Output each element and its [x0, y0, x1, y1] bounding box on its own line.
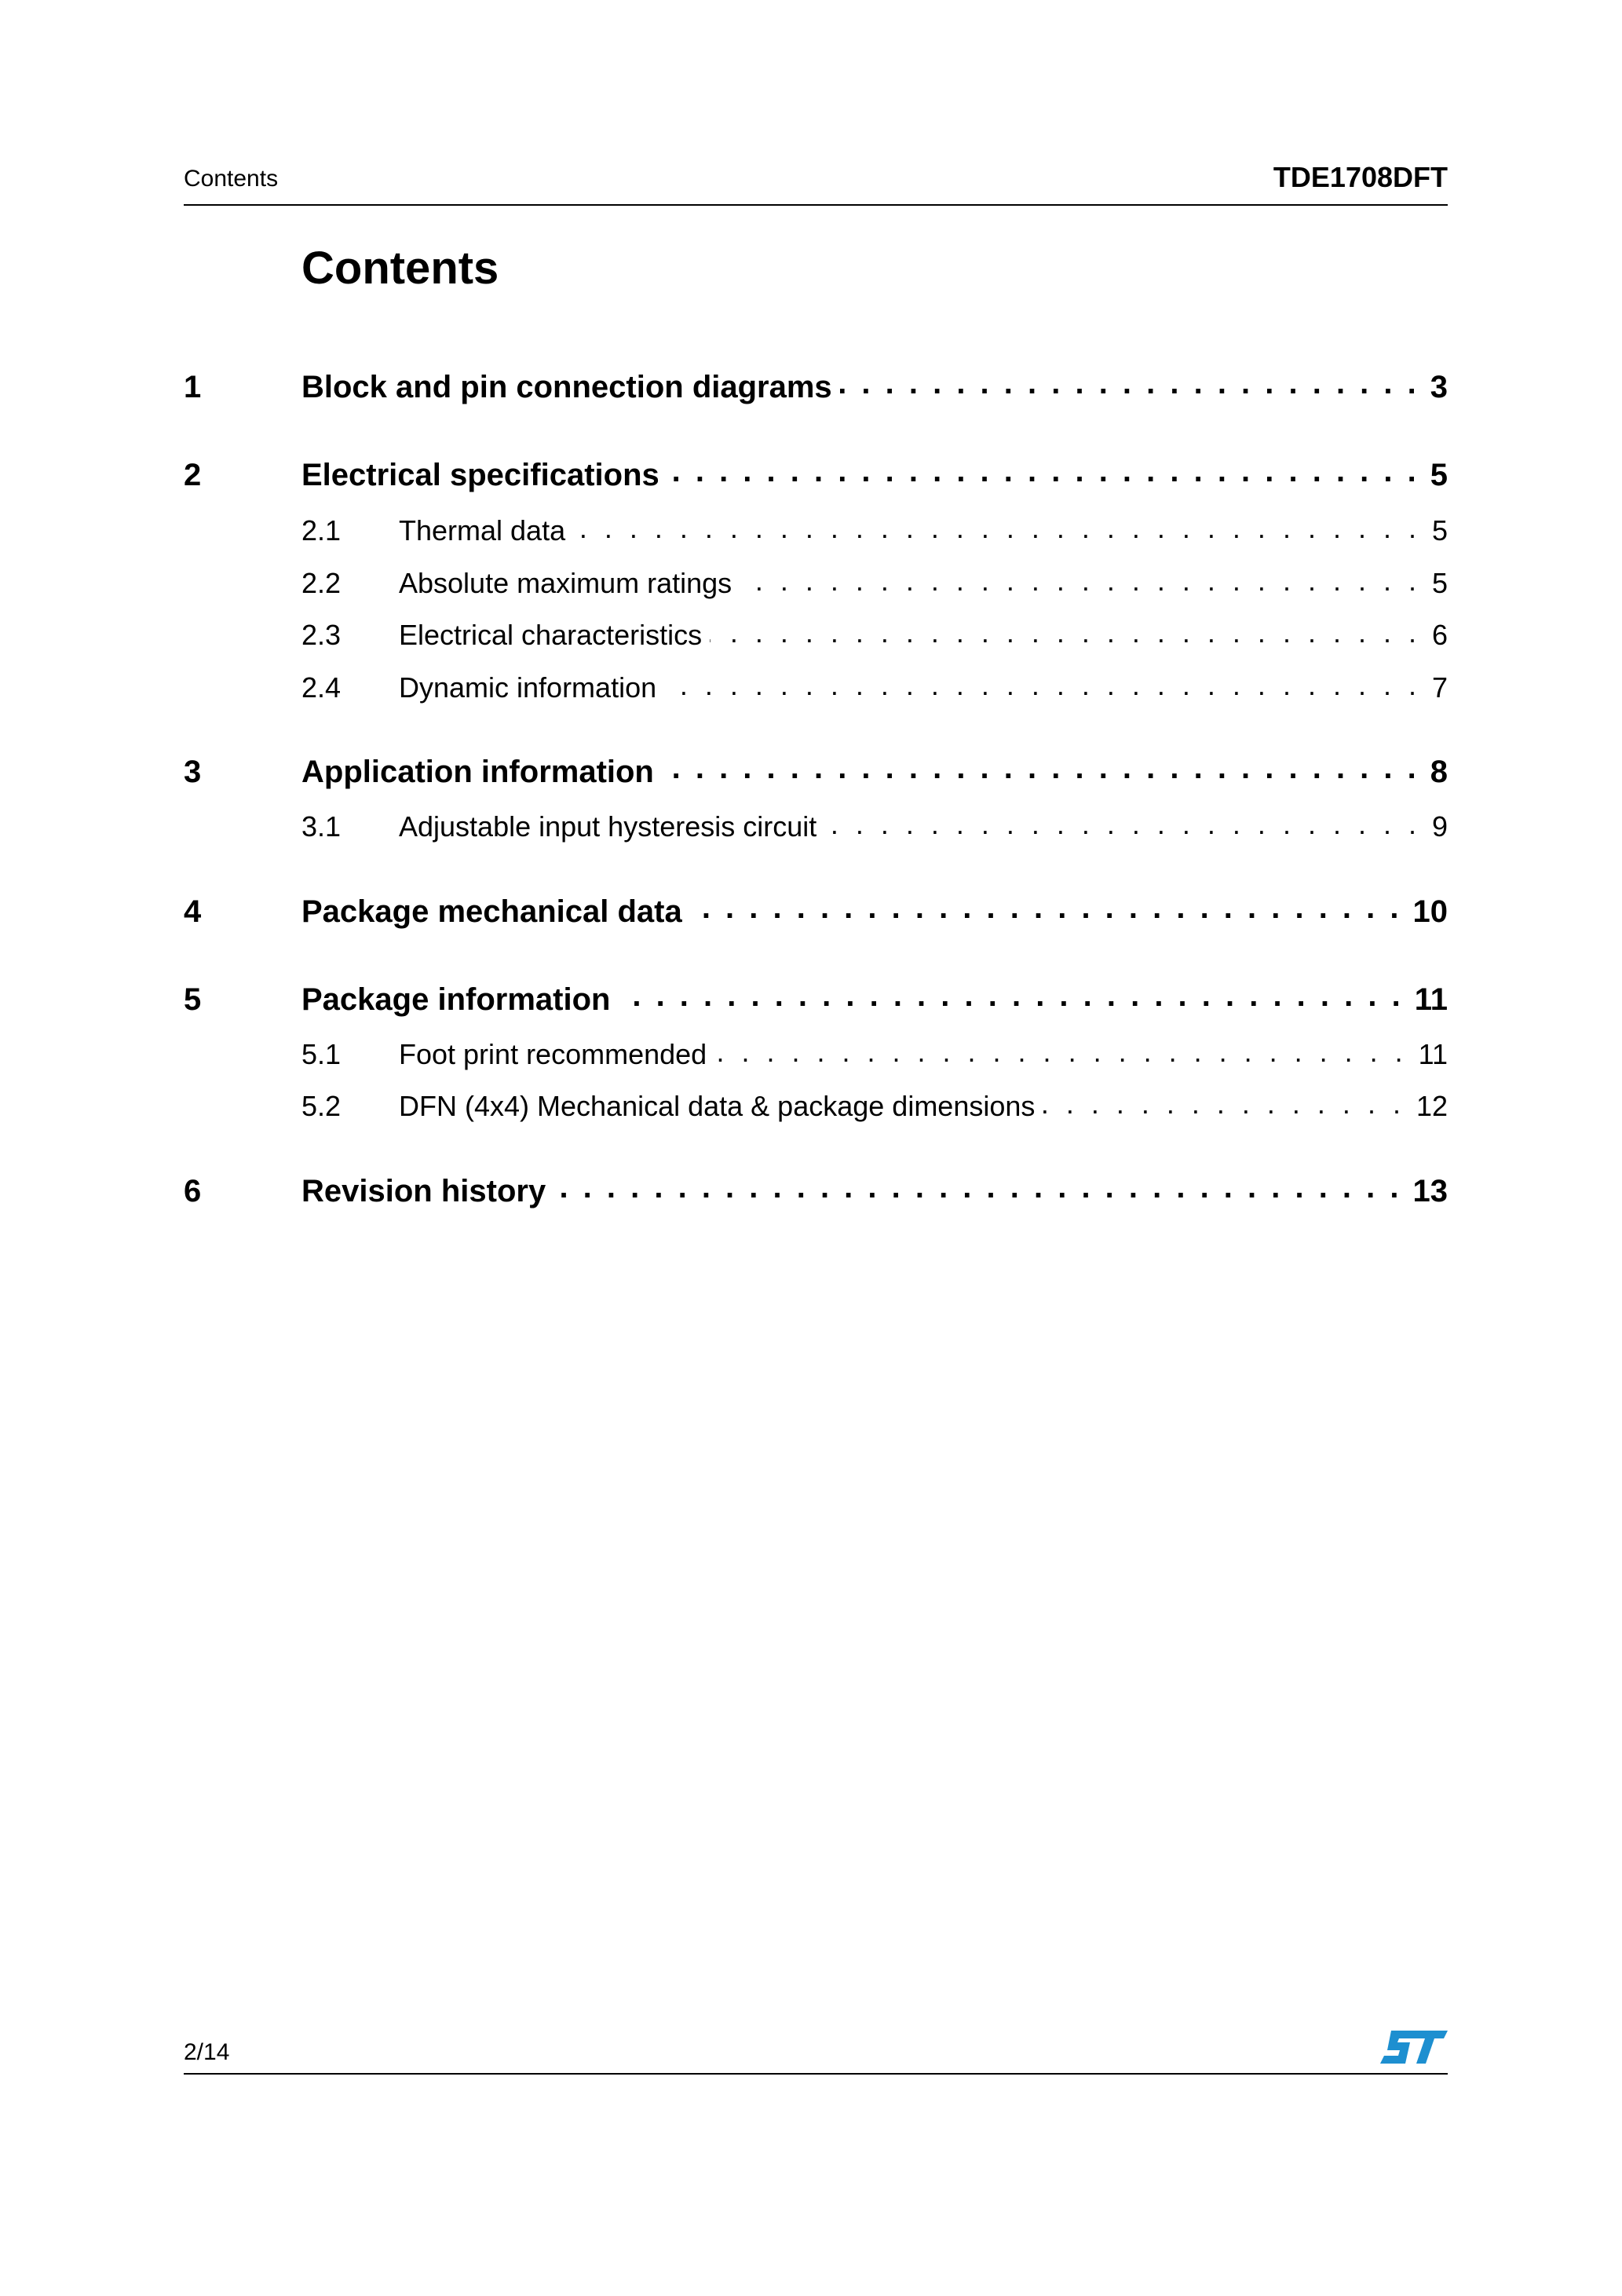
- toc-entry-page: 11: [1414, 982, 1448, 1017]
- toc-entry-number: 6: [184, 1174, 202, 1208]
- toc-entry-title: Revision history: [301, 1174, 546, 1208]
- toc-entry-number: 1: [184, 370, 202, 404]
- toc-dot-leader: [1043, 1088, 1405, 1116]
- toc-entry-number: 2.3: [301, 619, 342, 651]
- toc-entry-title: Block and pin connection diagrams: [301, 370, 832, 404]
- toc-entry[interactable]: [184, 453, 1448, 497]
- toc-entry[interactable]: [184, 1169, 1448, 1213]
- toc-entry-number: 2: [184, 458, 202, 492]
- toc-entry[interactable]: [301, 1086, 1448, 1127]
- toc-entry-page: 6: [1431, 619, 1448, 651]
- toc-dot-leader: [740, 565, 1421, 593]
- toc-entry-number: 3: [184, 755, 202, 789]
- toc-dot-leader: [618, 978, 1403, 1010]
- toc-entry-number: 2.2: [301, 567, 342, 599]
- toc-entry[interactable]: [301, 615, 1448, 656]
- toc-entry-page: 5: [1430, 458, 1448, 492]
- toc-entry-title: Package mechanical data: [301, 894, 682, 929]
- toc-dot-leader: [690, 890, 1402, 922]
- toc-entry-title: Application information: [301, 755, 654, 789]
- toc-entry-number: 4: [184, 894, 202, 929]
- toc-entry[interactable]: [301, 563, 1448, 604]
- toc-entry-title: Package information: [301, 982, 611, 1017]
- toc-dot-leader: [840, 366, 1419, 397]
- toc-entry-title: Electrical characteristics: [399, 619, 703, 651]
- toc-entry-title: DFN (4x4) Mechanical data & package dimensions: [399, 1090, 1036, 1122]
- header-section-name: Contents: [184, 166, 279, 192]
- toc-entry-page: 3: [1430, 370, 1448, 404]
- toc-dot-leader: [662, 751, 1419, 782]
- page-footer: [184, 2026, 1448, 2075]
- toc-entry-page: 11: [1418, 1038, 1448, 1070]
- toc-entry-title: Thermal data: [399, 514, 566, 547]
- toc-entry-page: 13: [1412, 1174, 1448, 1208]
- toc-entry[interactable]: [301, 510, 1448, 551]
- st-logo-icon: [1380, 2027, 1448, 2067]
- toc-entry-number: 3.1: [301, 810, 342, 843]
- toc-dot-leader: [573, 512, 1421, 540]
- toc-entry-number: 5: [184, 982, 202, 1017]
- toc-dot-leader: [824, 808, 1421, 836]
- page-header: [184, 157, 1448, 206]
- toc-entry[interactable]: [184, 890, 1448, 934]
- toc-entry-number: 2.1: [301, 514, 342, 547]
- toc-entry[interactable]: [301, 806, 1448, 847]
- toc-entry-number: 5.1: [301, 1038, 342, 1070]
- toc-entry-number: 5.2: [301, 1090, 342, 1122]
- toc-entry[interactable]: [301, 1034, 1448, 1075]
- toc-dot-leader: [667, 454, 1419, 485]
- toc-entry-page: 5: [1431, 514, 1448, 547]
- toc-dot-leader: [664, 669, 1421, 697]
- toc-entry[interactable]: [184, 365, 1448, 409]
- toc-dot-leader: [553, 1170, 1401, 1201]
- toc-entry-title: Dynamic information: [399, 671, 657, 704]
- toc-entry-page: 7: [1431, 671, 1448, 704]
- toc-entry-title: Foot print recommended: [399, 1038, 707, 1070]
- toc-entry-page: 9: [1431, 810, 1448, 843]
- toc-entry-page: 12: [1416, 1090, 1448, 1122]
- toc-dot-leader: [714, 1036, 1407, 1064]
- toc-entry-title: Absolute maximum ratings: [399, 567, 732, 599]
- toc-entry-title: Adjustable input hysteresis circuit: [399, 810, 817, 843]
- toc-entry-title: Electrical specifications: [301, 458, 659, 492]
- header-part-number: TDE1708DFT: [1273, 161, 1448, 193]
- toc-entry-page: 5: [1431, 567, 1448, 599]
- toc-entry-page: 8: [1430, 755, 1448, 789]
- toc-dot-leader: [710, 616, 1421, 645]
- toc-entry-number: 2.4: [301, 671, 342, 704]
- toc-entry[interactable]: [301, 667, 1448, 708]
- toc-entry[interactable]: [184, 750, 1448, 794]
- toc-entry[interactable]: [184, 978, 1448, 1022]
- toc-entry-page: 10: [1412, 894, 1448, 929]
- page-title: Contents: [301, 243, 499, 294]
- page-number: 2/14: [184, 2039, 230, 2065]
